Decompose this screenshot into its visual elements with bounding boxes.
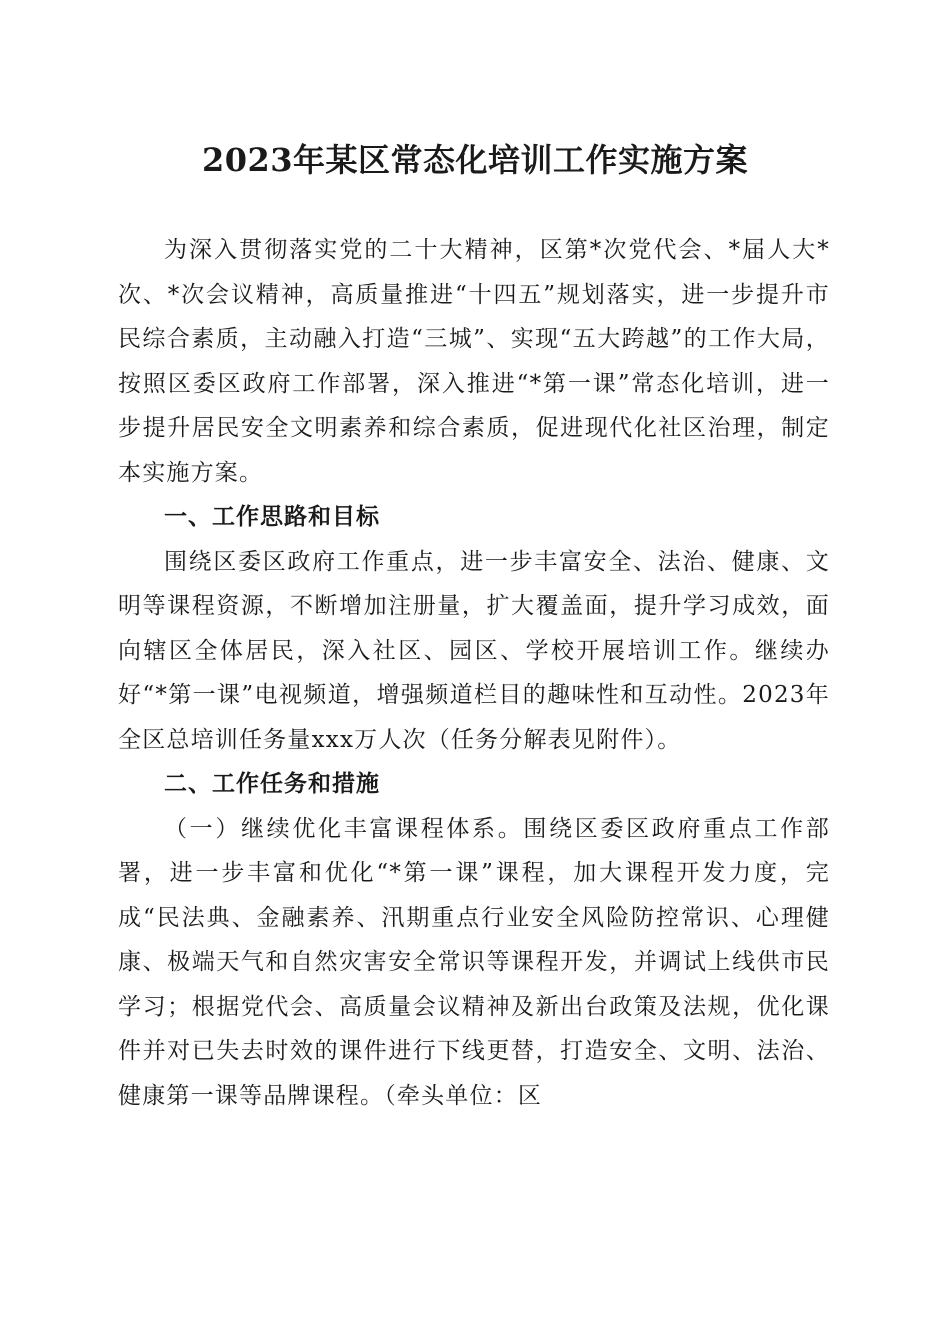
document-title: 2023年某区常态化培训工作实施方案 [201, 141, 749, 179]
section-2-item-1-text: 围绕区委区政府重点工作部署，进一步丰富和优化“*第一课”课程，加大课程开发力度，完成“民法典、金融素养、汛期重点行业安全风险防控常识、心理健康、极端天气和自然灾害安全常识等课程开发，并调试上线供市民学习；根据党代会、高质量会议精神及新出台政策及法规，优化课件并对已失去时效的课件进行下线更替，打造安全、文明、法治、健康第一课等品牌课程。（牵头单位：区 [118, 815, 830, 1109]
document-body [118, 228, 830, 1118]
intro-paragraph: 为深入贯彻落实党的二十大精神，区第*次党代会、*届人大*次、*次会议精神，高质量推进“十四五”规划落实，进一步提升市民综合素质，主动融入打造“三城”、实现“五大跨越”的工作大局，按照区委区政府工作部署，深入推进“*第一课”常态化培训，进一步提升居民安全文明素养和综合素质，促进现代化社区治理，制定本实施方案。 [118, 237, 830, 486]
section-2-heading: 二、工作任务和措施 [164, 771, 380, 797]
section-1-paragraph: 围绕区委区政府工作重点，进一步丰富安全、法治、健康、文明等课程资源，不断增加注册量，扩大覆盖面，提升学习成效，面向辖区全体居民，深入社区、园区、学校开展培训工作。继续办好“*第一课”电视频道，增强频道栏目的趣味性和互动性。2023年全区总培训任务量xxx万人次（任务分解表见附件）。 [118, 548, 830, 753]
section-1-heading: 一、工作思路和目标 [164, 504, 380, 530]
section-2-item-1-lead: （一）继续优化丰富课程体系。 [164, 815, 524, 842]
section-2-item-1-paragraph [118, 807, 830, 1119]
